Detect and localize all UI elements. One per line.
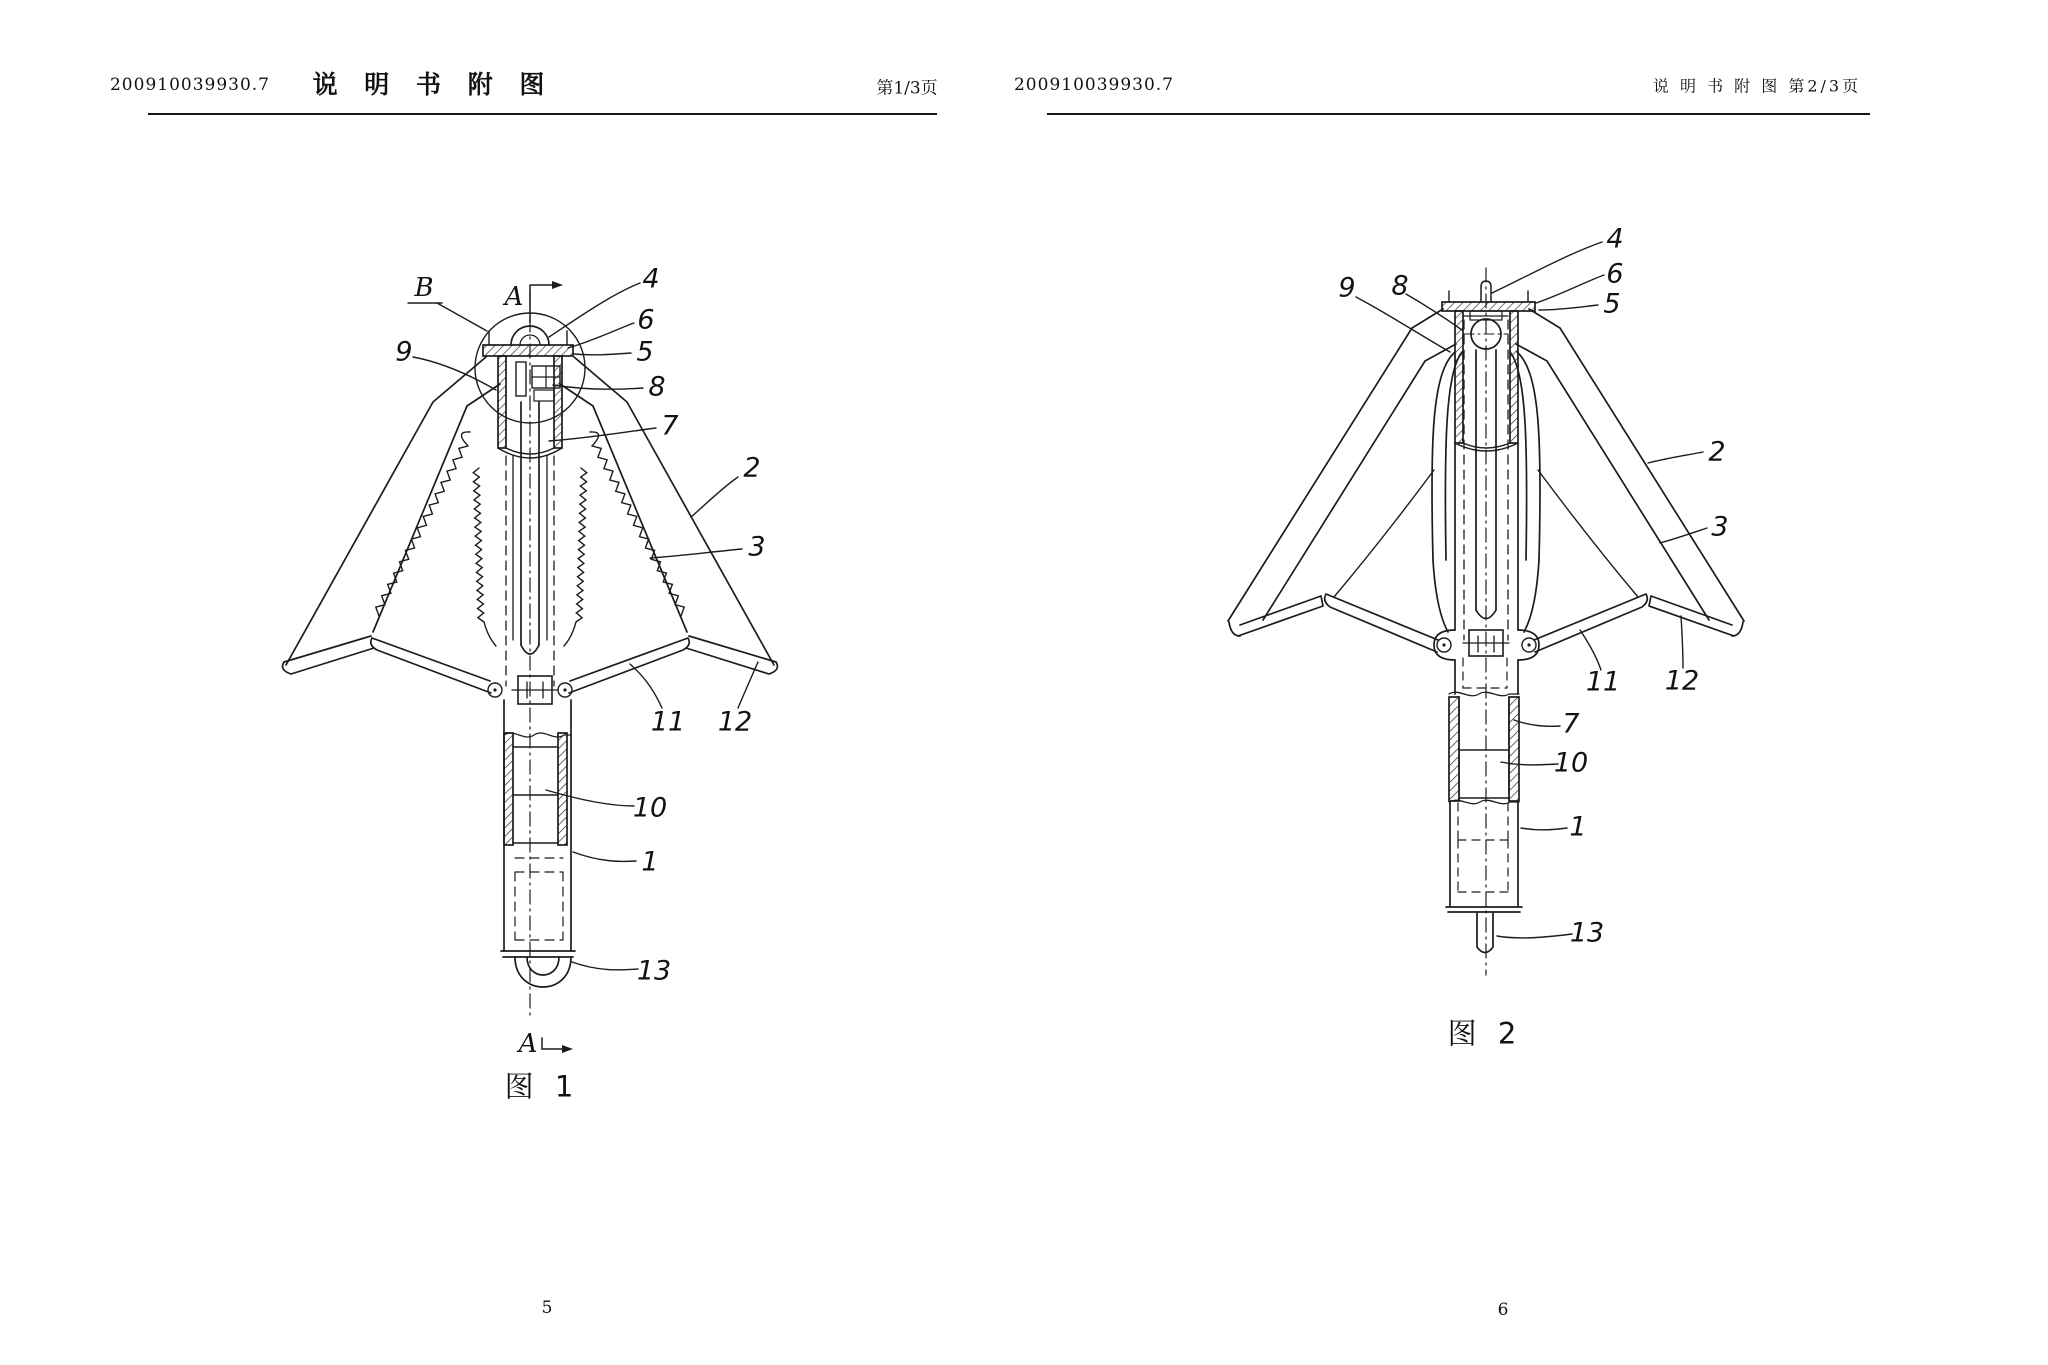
- fig1-ref-label-6: 6: [637, 304, 655, 336]
- fig2-ref-label-1: 1: [1569, 811, 1587, 843]
- section-marker-a-bottom: A: [518, 1029, 538, 1059]
- fig2-ref-label-11: 11: [1585, 666, 1621, 698]
- fig1-ref-label-3: 3: [748, 531, 766, 563]
- fig1-ref-label-13: 13: [636, 955, 672, 987]
- fig1-ref-label-1: 1: [641, 846, 659, 878]
- fig2-ref-label-13: 13: [1569, 917, 1605, 949]
- fig1-ref-label-4: 4: [642, 263, 660, 295]
- figure-1-drawing: [283, 281, 778, 1053]
- right-app-number: 200910039930.7: [1013, 75, 1175, 95]
- figure-1-caption: 图 1: [504, 1069, 580, 1104]
- left-app-number: 200910039930.7: [109, 75, 271, 95]
- detail-marker-b: B: [414, 273, 434, 303]
- fig1-ref-label-9: 9: [395, 336, 413, 368]
- figure-2-caption: 图 2: [1447, 1016, 1523, 1051]
- fig1-ref-label-12: 12: [717, 706, 753, 738]
- fig2-ref-label-10: 10: [1553, 747, 1589, 779]
- section-marker-a-top: A: [504, 282, 524, 312]
- fig2-ref-label-4: 4: [1606, 223, 1624, 255]
- fig2-ref-label-6: 6: [1606, 258, 1624, 290]
- figure-2-drawing: [1228, 242, 1744, 975]
- fig2-ref-label-12: 12: [1664, 665, 1700, 697]
- left-page-number: 5: [541, 1298, 553, 1318]
- fig1-ref-label-5: 5: [636, 336, 654, 368]
- fig2-ref-label-9: 9: [1338, 272, 1356, 304]
- fig1-ref-label-10: 10: [632, 792, 668, 824]
- fig1-ref-label-7: 7: [661, 410, 679, 442]
- right-page-number: 6: [1497, 1300, 1509, 1320]
- fig1-ref-label-11: 11: [650, 706, 686, 738]
- fig1-ref-label-2: 2: [743, 452, 761, 484]
- right-header-rule: [1047, 113, 1870, 115]
- fig2-ref-label-7: 7: [1562, 708, 1580, 740]
- fig1-ref-label-8: 8: [648, 371, 666, 403]
- left-header-rule: [148, 113, 937, 115]
- right-header-title: 说 明 书 附 图 第2/3页: [1652, 76, 1862, 96]
- left-page-indicator: 第1/3页: [876, 78, 938, 99]
- fig2-ref-label-8: 8: [1391, 270, 1409, 302]
- left-header-title: 说 明 书 附 图: [312, 70, 554, 99]
- fig2-ref-label-2: 2: [1708, 436, 1726, 468]
- fig2-ref-label-5: 5: [1603, 288, 1621, 320]
- fig2-ref-label-3: 3: [1711, 511, 1729, 543]
